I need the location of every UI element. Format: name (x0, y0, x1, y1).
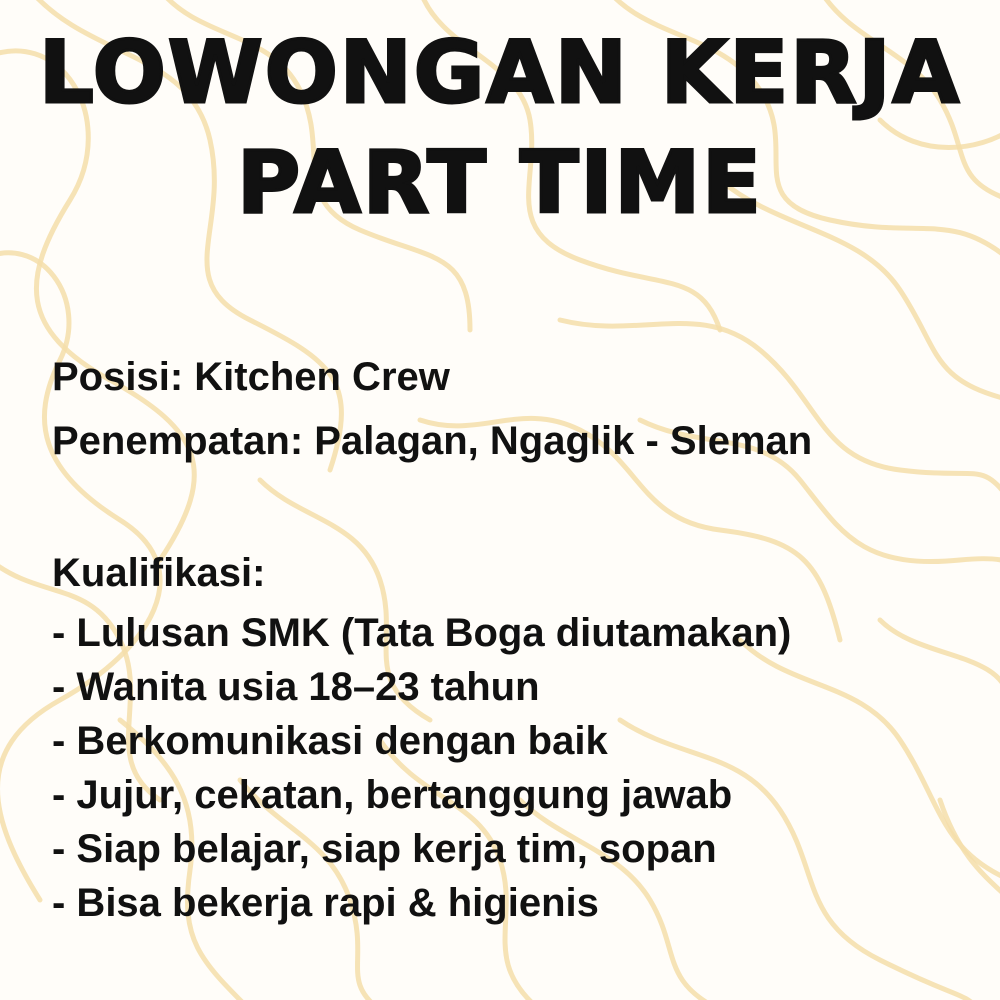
list-item: - Wanita usia 18–23 tahun (52, 665, 540, 709)
headline-line-1: LOWONGAN KERJA (38, 23, 961, 123)
placement-text: Penempatan: Palagan, Ngaglik - Sleman (52, 419, 813, 463)
qualifications-list (52, 613, 791, 937)
list-item: - Bisa bekerja rapi & higienis (52, 881, 599, 925)
list-item: - Jujur, cekatan, bertanggung jawab (52, 773, 733, 817)
list-item: - Lulusan SMK (Tata Boga diutamakan) (52, 611, 792, 655)
list-item: - Berkomunikasi dengan baik (52, 719, 608, 763)
headline-line-2: PART TIME (237, 133, 763, 233)
position-text: Posisi: Kitchen Crew (52, 355, 450, 399)
list-item: - Siap belajar, siap kerja tim, sopan (52, 827, 717, 871)
qualifications-heading: Kualifikasi: (52, 551, 266, 595)
